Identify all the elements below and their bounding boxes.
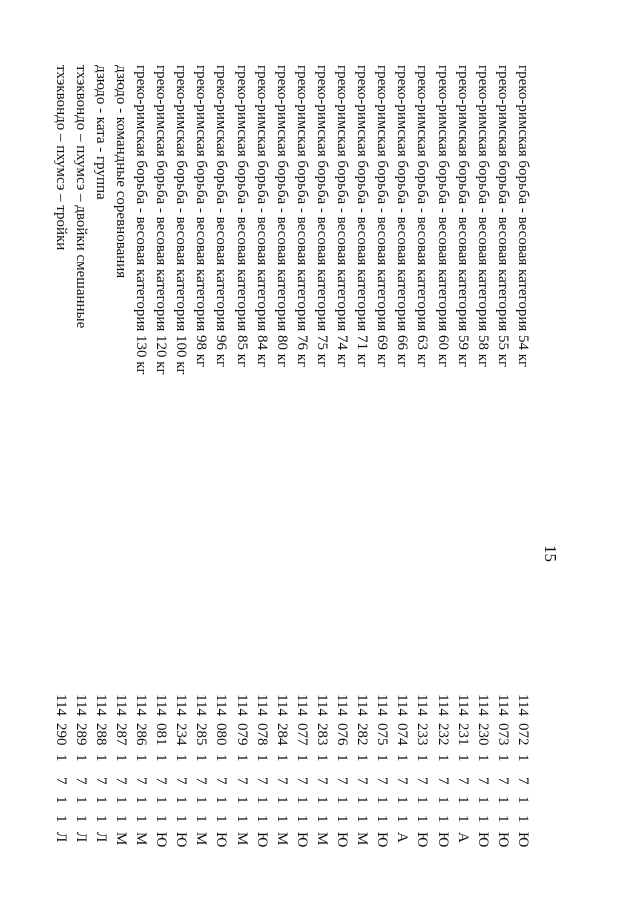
code-cell: 1 [153,796,170,804]
code-cell: 7 [374,777,391,785]
sport-discipline-name: греко-римская борьба - весовая категория 58 кг [474,65,491,368]
code-cell: 1 [314,815,330,823]
code-cell: 1 [474,796,491,804]
code-cell: 114 [354,694,371,716]
code-cell: 232 [434,723,451,746]
code-cell: 284 [273,723,290,746]
sport-discipline-name: греко-римская борьба - весовая категория 60 кг [434,65,451,368]
table-row [251,65,272,885]
table-row [472,65,493,885]
table-row [371,65,392,885]
code-cell: 288 [92,723,109,746]
table-row [351,65,372,885]
table-row [170,65,191,885]
code-cell: 1 [173,815,190,823]
table-row [150,65,171,885]
code-cell: 1 [454,815,471,823]
code-cell: 7 [354,777,371,785]
code-cell: 1 [273,796,290,804]
code-cell: 114 [72,694,89,716]
code-cell: 114 [173,694,190,716]
code-cell: 1 [213,796,230,804]
code-cell: 1 [133,796,150,804]
code-cell: Л [92,832,109,843]
code-cell: 1 [133,815,150,823]
code-cell: 7 [233,777,250,785]
code-cell: 7 [153,777,170,785]
code-cell: 1 [334,796,351,804]
sport-discipline-name: греко-римская борьба - весовая категория 66 кг [394,65,411,368]
code-cell: 7 [314,777,330,785]
table-row [70,65,91,885]
table-row [291,65,312,885]
code-cell: 1 [494,796,511,804]
code-cell: М [314,832,330,846]
code-cell: 283 [314,723,330,746]
code-cell: 114 [233,694,250,716]
code-cell: 289 [72,723,89,746]
sport-discipline-name: дзюдо - командные соревнования [113,65,129,279]
code-cell: 1 [253,796,270,804]
code-cell: 114 [253,694,270,716]
code-cell: 1 [253,815,270,823]
code-cell: 1 [334,815,351,823]
code-cell: 1 [314,796,330,804]
table-row [492,65,513,885]
code-cell: 230 [474,723,491,746]
code-cell: 286 [133,723,150,746]
code-cell: 114 [273,694,290,716]
code-cell: 1 [72,815,89,823]
table-row [190,65,211,885]
code-cell: 114 [454,694,471,716]
code-cell: 114 [494,694,511,716]
code-cell: 077 [293,723,310,746]
code-cell: 7 [72,777,89,785]
code-cell: 1 [253,754,270,762]
code-cell: 1 [273,815,290,823]
code-cell: 7 [474,777,491,785]
code-cell: 080 [213,723,230,746]
code-cell: 7 [52,777,69,785]
code-cell: 114 [153,694,170,716]
code-cell: 073 [494,723,511,746]
code-cell: 1 [434,815,451,823]
code-cell: 114 [515,694,531,716]
sport-discipline-name: тхэквондо – пхумсэ – тройки [52,65,69,251]
rotated-page [52,65,560,885]
code-cell: 234 [173,723,190,746]
code-cell: 7 [92,777,109,785]
code-cell: 072 [515,723,531,746]
table-row [211,65,232,885]
code-cell: 290 [52,723,69,746]
code-cell: 114 [213,694,230,716]
sport-discipline-name: греко-римская борьба - весовая категория 75 кг [314,65,330,368]
code-cell: 1 [92,796,109,804]
code-cell: 114 [374,694,391,716]
code-cell: Ю [434,832,451,848]
code-cell: 114 [193,694,210,716]
code-cell: 1 [354,754,371,762]
sport-discipline-name: греко-римская борьба - весовая категория 100 кг [173,65,190,375]
code-cell: 1 [153,754,170,762]
code-cell: М [193,832,210,846]
code-cell: 7 [494,777,511,785]
code-cell: 1 [72,796,89,804]
code-cell: Ю [213,832,230,848]
code-cell: 1 [494,754,511,762]
code-cell: 1 [515,815,531,823]
code-cell: Ю [253,832,270,848]
code-cell: Ю [293,832,310,848]
code-cell: 1 [173,754,190,762]
code-cell: Ю [334,832,351,848]
code-cell: 079 [233,723,250,746]
code-cell: 1 [92,815,109,823]
code-cell: 1 [293,815,310,823]
code-cell: 114 [394,694,411,716]
code-cell: М [354,832,371,846]
code-cell: 114 [293,694,310,716]
sport-discipline-name: греко-римская борьба - весовая категория 85 кг [233,65,250,368]
code-cell: 1 [113,754,129,762]
code-cell: 1 [414,754,431,762]
sport-discipline-name: греко-римская борьба - весовая категория 59 кг [454,65,471,368]
code-cell: М [233,832,250,846]
code-cell: 1 [193,754,210,762]
code-cell: 1 [273,754,290,762]
code-cell: 1 [354,796,371,804]
code-cell: 1 [233,754,250,762]
page-number: 15 [541,545,560,562]
code-cell: 7 [414,777,431,785]
code-cell: А [394,832,411,843]
code-cell: 1 [434,754,451,762]
code-cell: 7 [253,777,270,785]
code-cell: 114 [434,694,451,716]
sport-discipline-name: греко-римская борьба - весовая категория 84 кг [253,65,270,368]
table-row [110,65,131,885]
code-cell: 1 [213,754,230,762]
table-row [50,65,71,885]
code-cell: 285 [193,723,210,746]
code-cell: 1 [113,796,129,804]
sport-discipline-name: тхэквондо – пхумсэ – двойки смешанные [72,65,89,329]
code-cell: 1 [515,796,531,804]
table-row [231,65,252,885]
code-cell: 114 [414,694,431,716]
sport-discipline-name: греко-римская борьба - весовая категория 98 кг [193,65,210,368]
code-cell: 1 [354,815,371,823]
code-cell: Ю [153,832,170,848]
code-cell: 7 [273,777,290,785]
table-row [271,65,292,885]
code-cell: 1 [374,754,391,762]
table-row [391,65,412,885]
code-cell: 1 [474,815,491,823]
code-cell: 7 [113,777,129,785]
code-cell: 7 [515,777,531,785]
code-cell: 7 [213,777,230,785]
code-cell: 114 [52,694,69,716]
code-cell: 1 [394,754,411,762]
code-cell: Ю [374,832,391,848]
code-cell: 1 [293,796,310,804]
code-cell: 1 [173,796,190,804]
table-row [331,65,352,885]
code-cell: 076 [334,723,351,746]
sport-discipline-name: дзюдо - ката - группа [92,65,109,200]
code-cell: Ю [515,832,531,848]
code-cell: 7 [434,777,451,785]
sport-discipline-name: греко-римская борьба - весовая категория 69 кг [374,65,391,368]
table-row [432,65,453,885]
code-cell: 081 [153,723,170,746]
code-cell: 1 [454,796,471,804]
code-cell: 1 [394,815,411,823]
code-cell: 1 [494,815,511,823]
code-cell: Ю [414,832,431,848]
sport-discipline-name: греко-римская борьба - весовая категория 80 кг [273,65,290,368]
code-cell: 7 [173,777,190,785]
code-cell: 231 [454,723,471,746]
code-cell: 7 [334,777,351,785]
code-cell: 7 [293,777,310,785]
code-cell: Л [72,832,89,843]
table-row [311,65,332,885]
code-cell: 1 [213,815,230,823]
code-cell: М [133,832,150,846]
code-cell: 1 [193,796,210,804]
code-cell: 114 [334,694,351,716]
code-cell: 1 [374,815,391,823]
code-cell: 1 [374,796,391,804]
code-cell: 287 [113,723,129,746]
code-cell: 1 [414,796,431,804]
code-cell: 1 [133,754,150,762]
table-row [512,65,533,885]
code-cell: 1 [113,815,129,823]
sport-discipline-name: греко-римская борьба - весовая категория 63 кг [414,65,431,368]
code-cell: М [273,832,290,846]
sport-discipline-name: греко-римская борьба - весовая категория 55 кг [494,65,511,368]
sport-discipline-name: греко-римская борьба - весовая категория 76 кг [293,65,310,368]
code-cell: 7 [133,777,150,785]
code-cell: 1 [233,815,250,823]
code-cell: 078 [253,723,270,746]
code-cell: 114 [92,694,109,716]
code-cell: 1 [153,815,170,823]
code-cell: 1 [414,815,431,823]
sport-discipline-name: греко-римская борьба - весовая категория 71 кг [354,65,371,368]
code-cell: 7 [394,777,411,785]
code-cell: Ю [173,832,190,848]
table-row [452,65,473,885]
code-cell: 1 [314,754,330,762]
sport-discipline-name: греко-римская борьба - весовая категория 96 кг [213,65,230,368]
code-cell: М [113,832,129,846]
code-cell: 1 [72,754,89,762]
code-cell: 233 [414,723,431,746]
table-row [412,65,433,885]
code-cell: 1 [293,754,310,762]
table-row [130,65,151,885]
code-cell: 1 [434,796,451,804]
code-cell: 1 [474,754,491,762]
table-row [90,65,111,885]
code-cell: 1 [233,796,250,804]
code-cell: 075 [374,723,391,746]
code-cell: 1 [454,754,471,762]
code-cell: 7 [454,777,471,785]
code-cell: 1 [52,796,69,804]
sport-discipline-name: греко-римская борьба - весовая категория 74 кг [334,65,351,368]
code-cell: 114 [113,694,129,716]
code-cell: 7 [193,777,210,785]
code-cell: 1 [515,754,531,762]
code-cell: 1 [52,815,69,823]
code-cell: Ю [474,832,491,848]
code-cell: 282 [354,723,371,746]
code-cell: 1 [394,796,411,804]
code-cell: 114 [474,694,491,716]
code-cell: А [454,832,471,843]
code-cell: 1 [92,754,109,762]
code-cell: 1 [52,754,69,762]
code-cell: 1 [334,754,351,762]
sport-discipline-name: греко-римская борьба - весовая категория 120 кг [153,65,170,375]
code-cell: 114 [314,694,330,716]
code-cell: 1 [193,815,210,823]
code-cell: 074 [394,723,411,746]
code-cell: Ю [494,832,511,848]
sport-discipline-name: греко-римская борьба - весовая категория 54 кг [515,65,531,368]
code-cell: 114 [133,694,150,716]
code-cell: Л [52,832,69,843]
sport-discipline-name: греко-римская борьба - весовая категория 130 кг [133,65,150,375]
